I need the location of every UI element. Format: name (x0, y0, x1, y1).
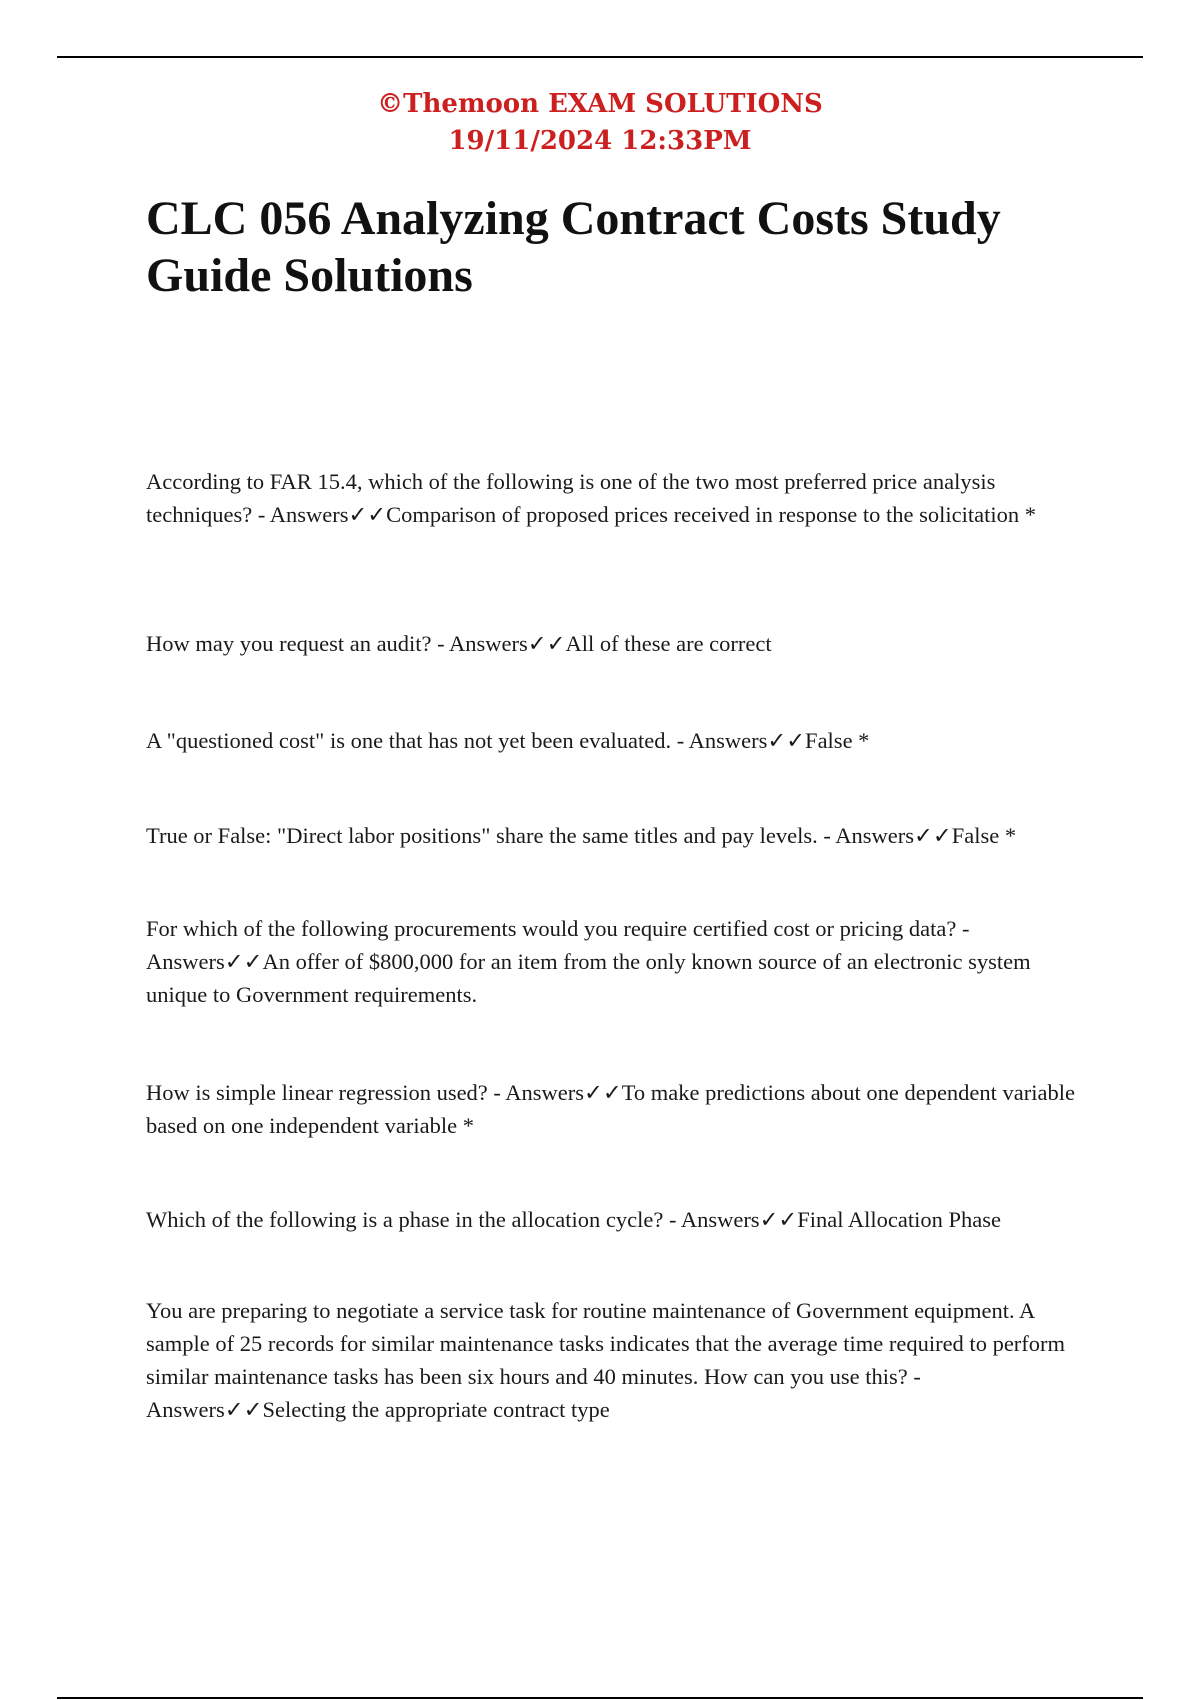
watermark-brand: ©Themoon EXAM SOLUTIONS (377, 89, 823, 119)
bottom-divider (57, 1697, 1143, 1699)
qa-item: For which of the following procurements would you require certified cost or pricing data? - Answers✓✓An offer of $800,000 for an item from the only known source of an electronic system unique to Government requirements. (146, 916, 1031, 1007)
watermark-timestamp: 19/11/2024 12:33PM (448, 126, 752, 156)
qa-item: How is simple linear regression used? - Answers✓✓To make predictions about one dependent variable based on one independent variable * (146, 1080, 1076, 1138)
qa-item: According to FAR 15.4, which of the following is one of the two most preferred price analysis techniques? - Answers✓✓Comparison of proposed prices received in response to the solicitation * (146, 469, 1036, 527)
watermark-header (0, 86, 1200, 160)
qa-item: A "questioned cost" is one that has not yet been evaluated. - Answers✓✓False * (146, 728, 870, 753)
qa-item: True or False: "Direct labor positions" share the same titles and pay levels. - Answers✓✓False * (146, 823, 1017, 848)
qa-item: How may you request an audit? - Answers✓✓All of these are correct (146, 631, 772, 656)
top-divider (57, 56, 1143, 58)
qa-item: Which of the following is a phase in the allocation cycle? - Answers✓✓Final Allocation Phase (146, 1207, 1001, 1232)
page-title: CLC 056 Analyzing Contract Costs Study Guide Solutions (146, 192, 1001, 302)
qa-item: You are preparing to negotiate a service task for routine maintenance of Government equipment. A sample of 25 records for similar maintenance tasks indicates that the average time required to perform similar maintenance tasks has been six hours and 40 minutes. How can you use this? - Answers✓✓Selecting the appropriate contract type (146, 1298, 1066, 1422)
